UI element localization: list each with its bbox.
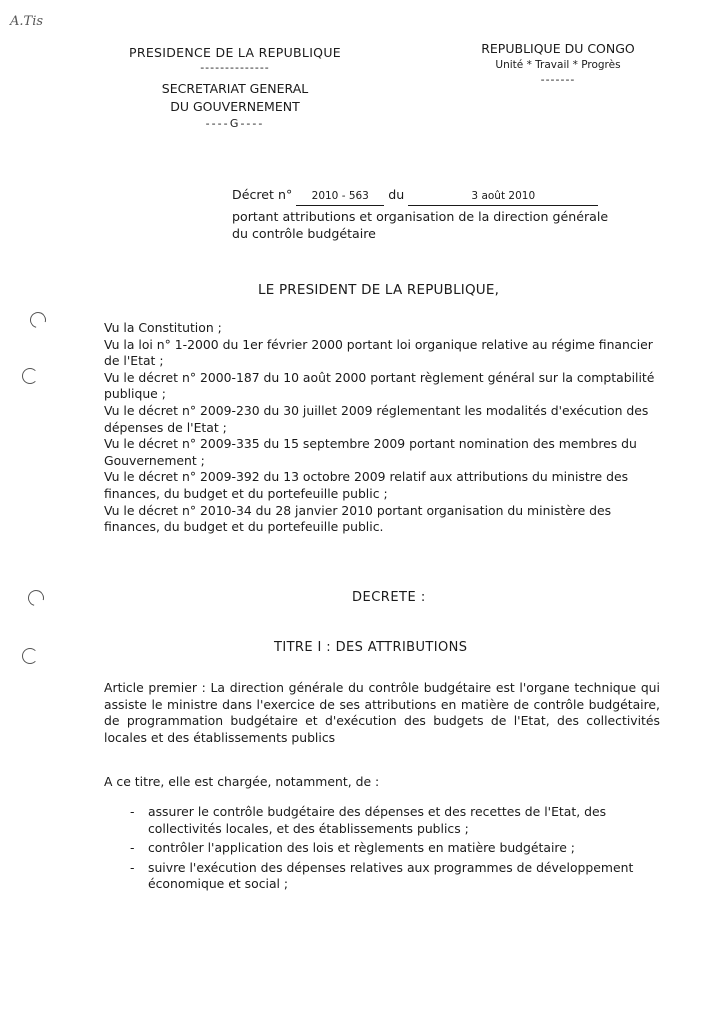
header-left [110, 44, 360, 130]
motto: Unité * Travail * Progrès [495, 59, 621, 71]
attributions-list [128, 804, 660, 893]
secretariat-title: SECRETARIAT GENERAL [161, 81, 309, 96]
decree-du: du [388, 187, 405, 202]
decrete-heading: DECRETE : [352, 590, 426, 605]
punch-hole-icon [22, 648, 38, 664]
vu-line: Vu le décret n° 2000-187 du 10 août 2000 portant règlement général sur la comptabilité publique ; [104, 369, 655, 402]
article-text: La direction générale du contrôle budgétaire est l'organe technique qui assiste le ministre dans l'exercice de ses attributions en matière de contrôle budgétaire, de programmation budgétaire et d'exécution des budgets de l'Etat, des collectivités locales et des établissements publics [104, 680, 660, 745]
punch-hole-icon [27, 309, 49, 331]
vu-line: Vu le décret n° 2010-34 du 28 janvier 2010 portant organisation du ministère des finances, du budget et du portefeuille public. [104, 502, 612, 535]
president-heading: LE PRESIDENT DE LA REPUBLIQUE, [258, 282, 500, 298]
titre-heading: TITRE I : DES ATTRIBUTIONS [274, 640, 468, 655]
list-item: - suivre l'exécution des dépenses relatives aux programmes de développement économique et social ; [128, 860, 660, 893]
decree-subject-2: du contrôle budgétaire [232, 226, 376, 241]
header-separator: -------------- [200, 61, 270, 74]
decree-number: 2010 - 563 [296, 188, 384, 206]
decree-heading [232, 186, 642, 242]
republique-title: REPUBLIQUE DU CONGO [481, 41, 635, 56]
decree-number-line [232, 186, 642, 206]
handwritten-mark: A.Tis [10, 14, 44, 29]
vu-line: Vu la loi n° 1-2000 du 1er février 2000 portant loi organique relative au régime financier de l'Etat ; [104, 336, 653, 369]
decree-date: 3 août 2010 [408, 188, 598, 206]
gouvernement-title: DU GOUVERNEMENT [170, 99, 300, 114]
header-right [468, 40, 648, 86]
punch-hole-icon [22, 368, 38, 384]
decree-prefix: Décret n° [232, 187, 293, 202]
vu-list [104, 320, 660, 536]
header-separator: ----G---- [205, 117, 265, 130]
header-separator: ------- [540, 73, 576, 86]
vu-line: Vu le décret n° 2009-230 du 30 juillet 2009 réglementant les modalités d'exécution des dépenses de l'Etat ; [104, 402, 649, 435]
article-label: Article premier : [104, 680, 206, 695]
list-item: - contrôler l'application des lois et règlements en matière budgétaire ; [128, 840, 660, 857]
vu-line: Vu le décret n° 2009-392 du 13 octobre 2009 relatif aux attributions du ministre des finances, du budget et du portefeuille public ; [104, 469, 629, 501]
decree-subject-1: portant attributions et organisation de la direction générale [232, 209, 609, 224]
presidence-title: PRESIDENCE DE LA REPUBLIQUE [129, 45, 341, 60]
list-item: - assurer le contrôle budgétaire des dépenses et des recettes de l'Etat, des collectivités locales, et des établissements publics ; [128, 804, 660, 837]
vu-line: Vu le décret n° 2009-335 du 15 septembre 2009 portant nomination des membres du Gouvernement ; [104, 436, 637, 468]
punch-hole-icon [25, 587, 47, 609]
vu-line: Vu la Constitution ; [104, 320, 222, 335]
article-premier [104, 680, 660, 746]
attributions-intro: A ce titre, elle est chargée, notamment, de : [104, 774, 380, 789]
